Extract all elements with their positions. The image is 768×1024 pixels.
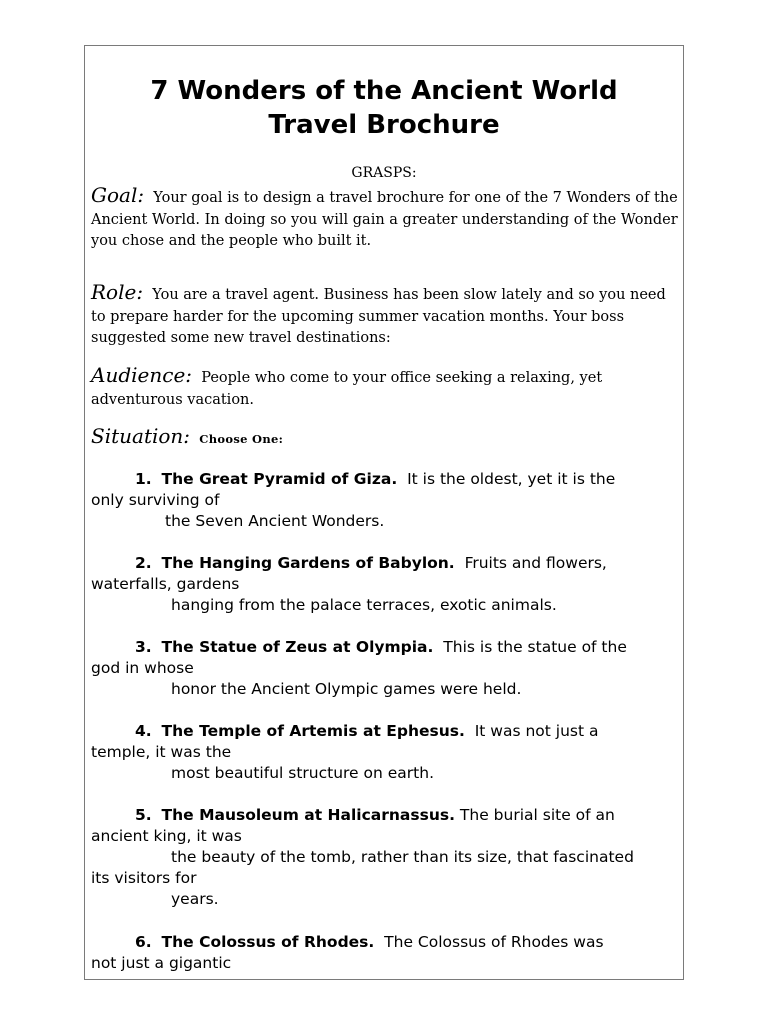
wonder-name: The Great Pyramid of Giza. — [161, 470, 398, 488]
wonder-number: 6. — [135, 933, 152, 951]
document-title-line1: 7 Wonders of the Ancient World — [150, 76, 618, 106]
document-title-line2: Travel Brochure — [268, 110, 500, 140]
list-item — [91, 721, 683, 784]
wonder-desc: waterfalls, gardens — [91, 575, 240, 593]
wonder-number: 5. — [135, 806, 152, 824]
wonder-desc: not just a gigantic — [91, 954, 232, 972]
role-text: You are a travel agent. Business has been slow lately and so you need to prepare harder for the upcoming summer vacation months. Your boss suggested some new travel destinations: — [91, 287, 666, 346]
wonder-name: The Colossus of Rhodes. — [161, 933, 375, 951]
situation-paragraph — [91, 426, 681, 451]
list-item — [91, 637, 683, 700]
wonder-desc: years. — [171, 890, 219, 908]
wonder-name: The Mausoleum at Halicarnassus. — [161, 806, 455, 824]
list-item — [91, 932, 683, 974]
wonder-desc: This is the statue of the — [443, 638, 627, 656]
list-item — [91, 805, 683, 910]
role-label: Role: — [91, 280, 144, 304]
wonder-number: 3. — [135, 638, 152, 656]
wonder-number: 1. — [135, 470, 152, 488]
goal-text: Your goal is to design a travel brochure for one of the 7 Wonders of the Ancient World. In doing so you will gain a greater understanding of the Wonder you chose and the people who built it. — [91, 190, 678, 249]
audience-text: People who come to your office seeking a relaxing, yet adventurous vacation. — [91, 370, 603, 408]
wonder-desc: temple, it was the — [91, 743, 232, 761]
wonder-desc: god in whose — [91, 659, 194, 677]
wonder-desc: the Seven Ancient Wonders. — [165, 512, 385, 530]
audience-paragraph — [91, 365, 681, 411]
wonder-name: The Statue of Zeus at Olympia. — [161, 638, 434, 656]
wonder-desc: ancient king, it was — [91, 827, 242, 845]
role-paragraph — [91, 282, 681, 350]
wonder-name: The Temple of Artemis at Ephesus. — [161, 722, 465, 740]
goal-paragraph — [91, 185, 681, 253]
situation-label: Situation: — [91, 424, 191, 448]
wonder-desc: the beauty of the tomb, rather than its size, that fascinated — [171, 848, 634, 866]
document-page — [84, 45, 684, 980]
audience-label: Audience: — [91, 363, 193, 387]
wonder-desc: honor the Ancient Olympic games were held. — [171, 680, 522, 698]
goal-label: Goal: — [91, 183, 145, 207]
list-item — [91, 469, 683, 532]
section-heading: GRASPS: — [351, 165, 417, 181]
wonder-number: 4. — [135, 722, 152, 740]
wonder-desc: only surviving of — [91, 491, 220, 509]
wonder-desc: Fruits and flowers, — [464, 554, 607, 572]
wonder-desc: hanging from the palace terraces, exotic animals. — [171, 596, 557, 614]
wonder-desc: The burial site of an — [459, 806, 615, 824]
wonder-desc: its visitors for — [91, 869, 197, 887]
list-item — [91, 553, 683, 616]
wonder-desc: The Colossus of Rhodes was — [384, 933, 604, 951]
situation-text: Choose One: — [199, 432, 284, 446]
wonder-name: The Hanging Gardens of Babylon. — [161, 554, 455, 572]
wonder-desc: most beautiful structure on earth. — [171, 764, 434, 782]
wonder-desc: It is the oldest, yet it is the — [407, 470, 616, 488]
wonder-desc: It was not just a — [474, 722, 599, 740]
wonder-number: 2. — [135, 554, 152, 572]
